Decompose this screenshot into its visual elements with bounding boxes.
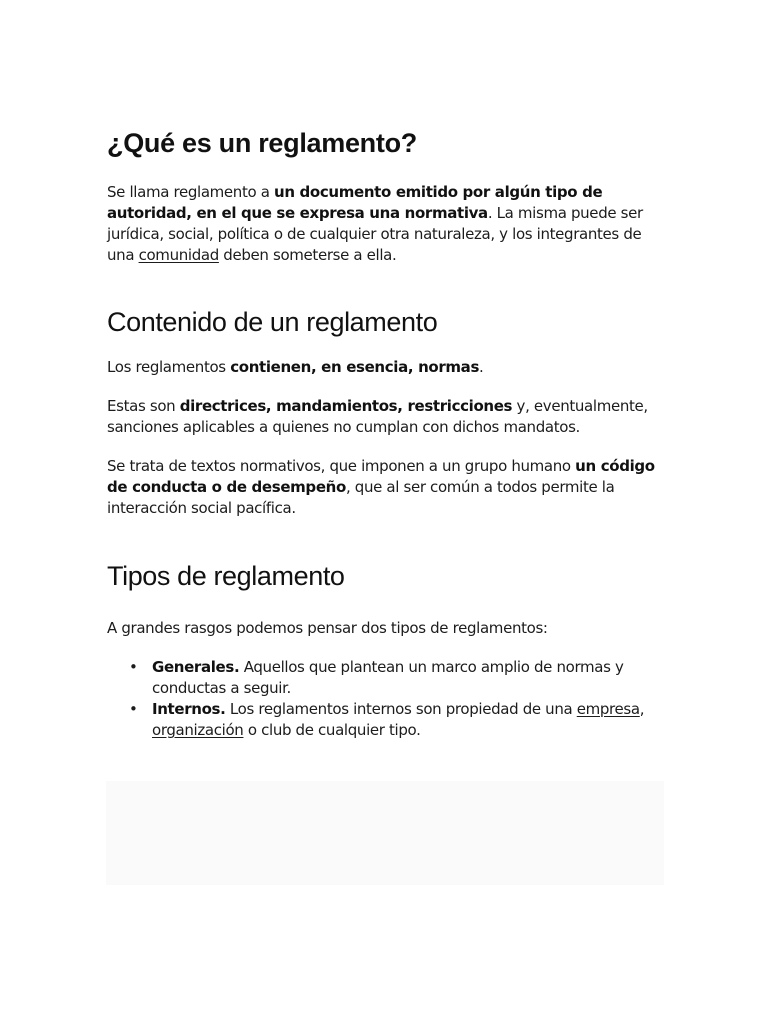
intro-text-2: . La misma puede ser jurídica, social, política o de cualquier otra naturaleza, y los integrantes de una: [107, 204, 643, 264]
contenido-heading: Contenido de un reglamento: [107, 307, 438, 337]
contenido-p1-text-1: Los reglamentos: [107, 358, 231, 376]
empresa-link[interactable]: empresa: [576, 700, 640, 718]
intro-text-3: deben someterse a ella.: [218, 246, 397, 264]
list-item-text: Aquellos que plantean un marco amplio de normas y conductas a seguir.: [152, 658, 624, 697]
contenido-p1-bold: contienen, en esencia, normas: [230, 358, 480, 376]
tipos-heading: Tipos de reglamento: [107, 561, 345, 591]
contenido-p3-bold: un código de conducta o de desempeño: [107, 457, 655, 496]
page-title: ¿Qué es un reglamento?: [107, 128, 417, 158]
contenido-p2-bold: directrices, mandamientos, restricciones: [179, 397, 513, 415]
list-item-internos: [107, 699, 647, 741]
contenido-p2-text-1: Estas son: [107, 397, 180, 415]
intro-text-1: Se llama reglamento a: [107, 183, 274, 201]
intro-paragraph: [107, 182, 667, 266]
organizacion-link[interactable]: organización: [152, 721, 244, 739]
list-item-text: Los reglamentos internos son propiedad de una: [225, 700, 577, 718]
list-item-separator: ,: [639, 700, 645, 718]
contenido-paragraph-1: [107, 357, 667, 378]
tipos-intro-paragraph: A grandes rasgos podemos pensar dos tipos de reglamentos:: [107, 619, 548, 637]
list-item-text-end: o club de cualquier tipo.: [243, 721, 421, 739]
ad-placeholder: [106, 781, 664, 885]
comunidad-link[interactable]: comunidad: [138, 246, 219, 264]
contenido-paragraph-2: [107, 396, 667, 438]
bullet-marker: •: [129, 658, 138, 676]
contenido-paragraph-3: [107, 456, 667, 519]
list-item-label: Internos.: [152, 700, 226, 718]
tipos-list: [107, 657, 647, 741]
contenido-p3-text-1: Se trata de textos normativos, que imponen a un grupo humano: [107, 457, 576, 475]
list-item-generales: [107, 657, 647, 699]
contenido-p3-text-2: , que al ser común a todos permite la interacción social pacífica.: [107, 478, 615, 517]
contenido-p2-text-2: y, eventualmente, sanciones aplicables a quienes no cumplan con dichos mandatos.: [107, 397, 648, 436]
intro-definition-bold: un documento emitido por algún tipo de autoridad, en el que se expresa una normativa: [107, 183, 603, 222]
bullet-marker: •: [129, 700, 138, 718]
list-item-label: Generales.: [152, 658, 240, 676]
contenido-p1-text-2: .: [479, 358, 484, 376]
